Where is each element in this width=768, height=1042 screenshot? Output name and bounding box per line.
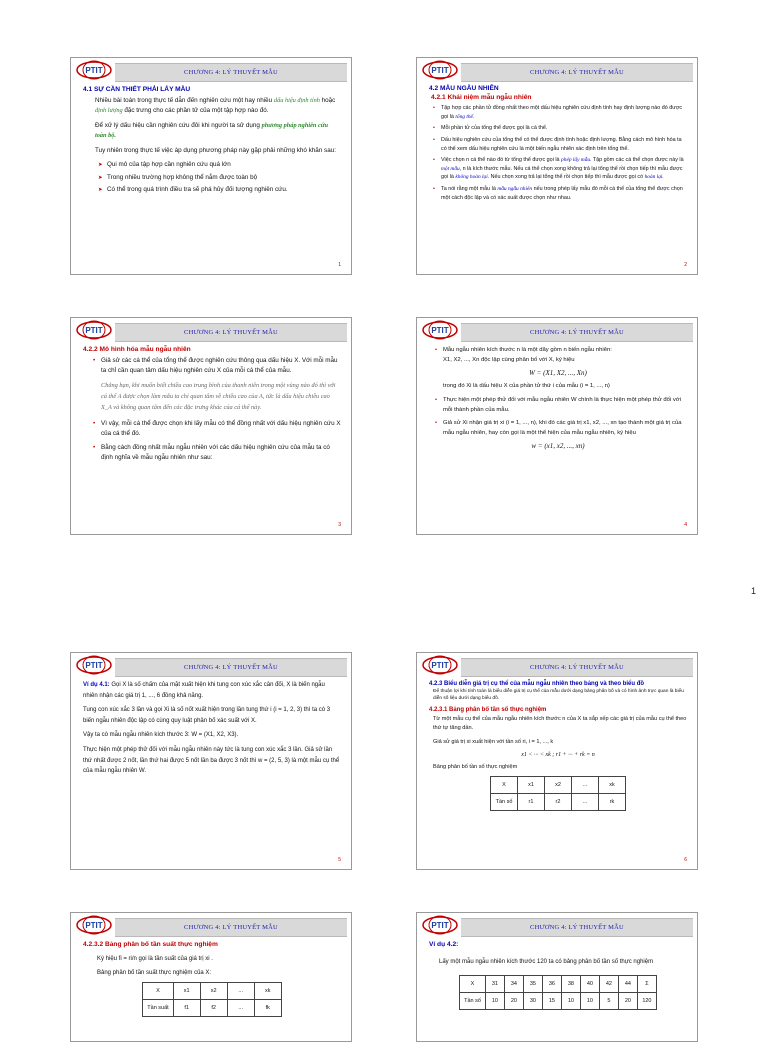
table-cell: X [143, 983, 173, 1000]
header-band [115, 658, 347, 677]
svg-text:PTIT: PTIT [85, 661, 103, 670]
list-item: • Bằng cách đồng nhất mẫu ngẫu nhiên với các dấu hiệu nghiên cứu của mẫu ta có định nghĩa về mẫu ngẫu nhiên như sau: [101, 443, 341, 464]
table-cell: 10 [561, 993, 580, 1010]
paragraph: Giả sử giá trị xi xuất hiện với tần số ri, i = 1, ..., k [433, 738, 554, 745]
table-row [491, 777, 626, 794]
slide-5 [70, 652, 352, 870]
table-cell: x1 [173, 983, 200, 1000]
header-band [115, 918, 347, 937]
section-heading: 4.2 MẪU NGẪU NHIÊN [429, 85, 499, 92]
ptit-logo [421, 320, 459, 340]
header-band [115, 323, 347, 342]
slide-header [421, 655, 693, 677]
table-cell: xk [254, 983, 281, 1000]
table-cell: ... [572, 777, 599, 794]
table-cell: x2 [545, 777, 572, 794]
table-cell: 34 [504, 976, 523, 993]
table-cell: 20 [504, 993, 523, 1010]
table-cell: 38 [561, 976, 580, 993]
table-cell: 15 [542, 993, 561, 1010]
section-heading: 4.2.3.2 Bảng phân bố tần suất thực nghiệm [83, 941, 218, 948]
slide-header [75, 60, 347, 82]
page-number: 1 [750, 586, 756, 596]
paragraph: Lấy một mẫu ngẫu nhiên kích thước 120 ta có bảng phân bố tần số thực nghiệm [439, 958, 654, 965]
list-item: • Tập hợp các phần tử đồng nhất theo một dấu hiệu nghiên cứu định tính hay định lượng nào đó được gọi là tổng thể. [441, 104, 687, 121]
list-item: • Mẫu ngẫu nhiên kích thước n là một dãy gồm n biến ngẫu nhiên: X1, X2, ..., Xn độc lập cùng phân bố với X, ký hiệu [443, 345, 687, 365]
table-row [460, 976, 657, 993]
paragraph: Ví dụ 4.1: Gọi X là số chấm của mặt xuất hiện khi tung con xúc xắc cân đối, X là biến ngẫu nhiên nhận các giá trị 1, ..., 6 đồng khả năng. [83, 682, 325, 699]
paragraph: Để thuận lợi khi tính toán là biểu diễn giá trị cụ thể của mẫu dưới dạng bảng phân bố và có hình ảnh trực quan là biểu diễn số liệu dưới dạng biểu đồ. [433, 689, 684, 701]
paragraph: Bảng phân bố tần số thực nghiệm [433, 764, 518, 771]
table-cell: 5 [599, 993, 618, 1010]
svg-text:PTIT: PTIT [431, 66, 449, 75]
paragraph: Để xử lý dấu hiệu cần nghiên cứu đôi khi người ta sử dụng phương pháp nghiên cứu toàn bộ. [95, 121, 329, 139]
slide-number: 2 [684, 262, 687, 268]
svg-text:PTIT: PTIT [85, 921, 103, 930]
formula: x1 < ··· < xk ; r1 + ··· + rk = n [521, 751, 595, 758]
header-band [461, 918, 693, 937]
header-title: CHƯƠNG 4: LÝ THUYẾT MẪU [530, 69, 624, 76]
slide-number: 3 [338, 522, 341, 528]
slide-number: 6 [684, 857, 687, 863]
header-title: CHƯƠNG 4: LÝ THUYẾT MẪU [184, 664, 278, 671]
slide-header [421, 915, 693, 937]
table-cell: 120 [637, 993, 656, 1010]
table-cell: r1 [518, 794, 545, 811]
svg-text:PTIT: PTIT [85, 326, 103, 335]
paragraph: Tung con xúc xắc 3 lần và gọi Xi là số nốt xuất hiện trong lần tung thứ i (i = 1, 2, 3) thì ta có 3 biến ngẫu nhiên độc lập có cùng quy luật phân bố xác suất với X. [83, 707, 331, 724]
section-heading: 4.2.2 Mô hình hóa mẫu ngẫu nhiên [83, 346, 191, 353]
table-cell: xk [599, 777, 626, 794]
list-item: ➤ Trong nhiều trường hợp không thể nắm được toàn bộ [107, 173, 341, 184]
paragraph: Ký hiệu fi = ri/n gọi là tần suất của giá trị xi . [97, 956, 213, 962]
header-title: CHƯƠNG 4: LÝ THUYẾT MẪU [184, 329, 278, 336]
list-item: • Giả sử các cá thể của tổng thể được nghiên cứu thông qua dấu hiệu X. Với mỗi mẫu ta chỉ cần quan tâm dấu hiệu nghiên cứu X của mỗi cá thể của mẫu. [101, 356, 341, 377]
table-cell: 30 [523, 993, 542, 1010]
header-title: CHƯƠNG 4: LÝ THUYẾT MẪU [184, 924, 278, 931]
example-quote: Chẳng hạn, khi muốn biết chiều cao trung bình của thanh niên trong một vùng nào đó thì với cá thể A được chọn làm mẫu ta chỉ quan tâm về chiều cao của A, tức là dấu hiệu chiều cao X_A và không quan tâm đến các đặc trưng khác của cá thể này. [101, 381, 336, 411]
paragraph: Vậy ta có mẫu ngẫu nhiên kích thước 3: W = (X1, X2, X3). [83, 732, 239, 739]
slide-header [75, 915, 347, 937]
slide-header [75, 320, 347, 342]
ptit-logo [421, 655, 459, 675]
svg-text:PTIT: PTIT [85, 66, 103, 75]
table-cell: ... [572, 794, 599, 811]
frequency-table [142, 982, 281, 1017]
list-item: • Việc chọn n cá thể nào đó từ tổng thể được gọi là phép lấy mẫu. Tập gồm các cá thể chọn được này là một mẫu, n là kích thước mẫu. Nếu cá thể chọn xong không trả lại tổng thể rồi chọn tiếp thì mẫu được gọi là không hoàn lại. Nếu chọn xong trả lại tổng thể rồi chọn tiếp thì mẫu được gọi có hoàn lại. [441, 156, 687, 182]
slide-2 [416, 57, 698, 275]
table-cell: 36 [542, 976, 561, 993]
frequency-table [490, 776, 626, 811]
subsection-heading: 4.2.3.1 Bảng phân bố tần số thực nghiệm [429, 707, 547, 713]
table-cell: ... [227, 1000, 254, 1017]
table-cell: f1 [173, 1000, 200, 1017]
ptit-logo [75, 320, 113, 340]
section-heading: Ví dụ 4.2: [429, 941, 459, 948]
slide-number: 4 [684, 522, 687, 528]
ptit-logo [421, 60, 459, 80]
ptit-logo [75, 60, 113, 80]
paragraph: Tuy nhiên trong thực tế việc áp dụng phương pháp này gặp phải những khó khăn sau: [95, 146, 336, 154]
paragraph: Nhiều bài toán trong thực tế dẫn đến nghiên cứu một hay nhiều dấu hiệu định tính hoặc định lượng đặc trưng cho các phần tử của một tập hợp nào đó. [95, 96, 336, 114]
slide-3 [70, 317, 352, 535]
table-cell: Tần suất [143, 1000, 173, 1017]
list-item: ➤ Có thể trong quá trình điều tra sẽ phá hủy đối tượng nghiên cứu. [107, 185, 341, 196]
table-cell: Tần số [460, 993, 486, 1010]
table-row [460, 993, 657, 1010]
header-band [461, 323, 693, 342]
subsection-heading: 4.2.1 Khái niệm mẫu ngẫu nhiên [431, 93, 532, 101]
table-cell: ... [227, 983, 254, 1000]
slide-header [75, 655, 347, 677]
list-item: ➤ Qui mô của tập hợp cần nghiên cứu quá lớn [107, 160, 341, 171]
header-title: CHƯƠNG 4: LÝ THUYẾT MẪU [530, 664, 624, 671]
table-cell: 35 [523, 976, 542, 993]
list-item: • Thực hiện một phép thử đối với mẫu ngẫu nhiên W chính là thực hiện một phép thử đối với mỗi thành phần của mẫu. [443, 395, 687, 415]
section-heading: 4.1 SỰ CẦN THIẾT PHẢI LẤY MẪU [83, 86, 191, 93]
slide-6 [416, 652, 698, 870]
header-title: CHƯƠNG 4: LÝ THUYẾT MẪU [184, 69, 278, 76]
table-cell: X [460, 976, 486, 993]
ptit-logo [421, 915, 459, 935]
slide-header [421, 320, 693, 342]
paragraph: trong đó Xi là dấu hiệu X của phần tử thứ i của mẫu (i = 1, ..., n) [443, 383, 610, 389]
slide-header [421, 60, 693, 82]
section-heading: 4.2.3 Biểu diễn giá trị cụ thể của mẫu ngẫu nhiên theo bảng và theo biểu đồ [429, 681, 645, 687]
svg-text:PTIT: PTIT [431, 661, 449, 670]
slide-number: 5 [338, 857, 341, 863]
ptit-logo [75, 655, 113, 675]
paragraph: Từ một mẫu cụ thể của mẫu ngẫu nhiên kích thước n của X ta sắp xếp các giá trị của mẫu cụ thể theo thứ tự tăng dần. [433, 716, 687, 732]
table-cell: r2 [545, 794, 572, 811]
table-cell: f2 [200, 1000, 227, 1017]
ptit-logo [75, 915, 113, 935]
table-row [143, 983, 281, 1000]
slide-number: 1 [338, 262, 341, 268]
table-cell: 20 [618, 993, 637, 1010]
table-cell: fk [254, 1000, 281, 1017]
list-item: • Dấu hiệu nghiên cứu của tổng thể có thể được định tính hoặc định lượng. Bằng cách mô hình hóa ta có thể xem dấu hiệu nghiên cứu là một biến ngẫu nhiên xác định trên tổng thể. [441, 136, 687, 153]
list-item: • Vì vậy, mỗi cá thể được chọn khi lấy mẫu có thể đồng nhất với dấu hiệu nghiên cứu X của cá thể đó. [101, 419, 341, 440]
formula: w = (x1, x2, ..., xn) [531, 442, 585, 450]
header-band [461, 658, 693, 677]
frequency-table [459, 975, 657, 1010]
table-cell: 40 [580, 976, 599, 993]
formula: W = (X1, X2, ..., Xn) [529, 369, 587, 377]
table-row [143, 1000, 281, 1017]
header-title: CHƯƠNG 4: LÝ THUYẾT MẪU [530, 329, 624, 336]
paragraph: Thực hiện một phép thử đối với mẫu ngẫu nhiên này tức là tung con xúc xắc 3 lần. Giả sử lần thứ nhất được 2 nốt, lần thứ hai được 5 nốt lần ba được 3 nốt thì w = (2, 5, 3) là một mẫu cụ thể của mẫu ngẫu nhiên W. [83, 746, 340, 775]
table-cell: X [491, 777, 518, 794]
table-cell: x1 [518, 777, 545, 794]
table-cell: 10 [485, 993, 504, 1010]
slide-1 [70, 57, 352, 275]
table-cell: Tần số [491, 794, 518, 811]
paragraph: Bảng phân bố tần suất thực nghiệm của X: [97, 970, 212, 976]
header-band [115, 63, 347, 82]
slide-4 [416, 317, 698, 535]
slide-7 [70, 912, 352, 1042]
table-row [491, 794, 626, 811]
svg-text:PTIT: PTIT [431, 326, 449, 335]
table-cell: 10 [580, 993, 599, 1010]
svg-text:PTIT: PTIT [431, 921, 449, 930]
list-item: • Mỗi phần tử của tổng thể được gọi là cá thể. [441, 124, 687, 133]
header-band [461, 63, 693, 82]
list-item: • Ta nói rằng một mẫu là mẫu ngẫu nhiên nếu trong phép lấy mẫu đó mỗi cá thể của tổng thể được chọn một cách độc lập và có xác suất được chọn như nhau. [441, 185, 687, 202]
table-cell: rk [599, 794, 626, 811]
table-cell: Σ [637, 976, 656, 993]
table-cell: 44 [618, 976, 637, 993]
table-cell: x2 [200, 983, 227, 1000]
header-title: CHƯƠNG 4: LÝ THUYẾT MẪU [530, 924, 624, 931]
table-cell: 42 [599, 976, 618, 993]
slide-8 [416, 912, 698, 1042]
table-cell: 31 [485, 976, 504, 993]
list-item: • Giả sử Xi nhận giá trị xi (i = 1, ..., n), khi đó các giá trị x1, x2, ..., xn tạo thành một giá trị của mẫu ngẫu nhiên, hay còn gọi là một thể hiện của mẫu ngẫu nhiên, ký hiệu [443, 418, 687, 438]
